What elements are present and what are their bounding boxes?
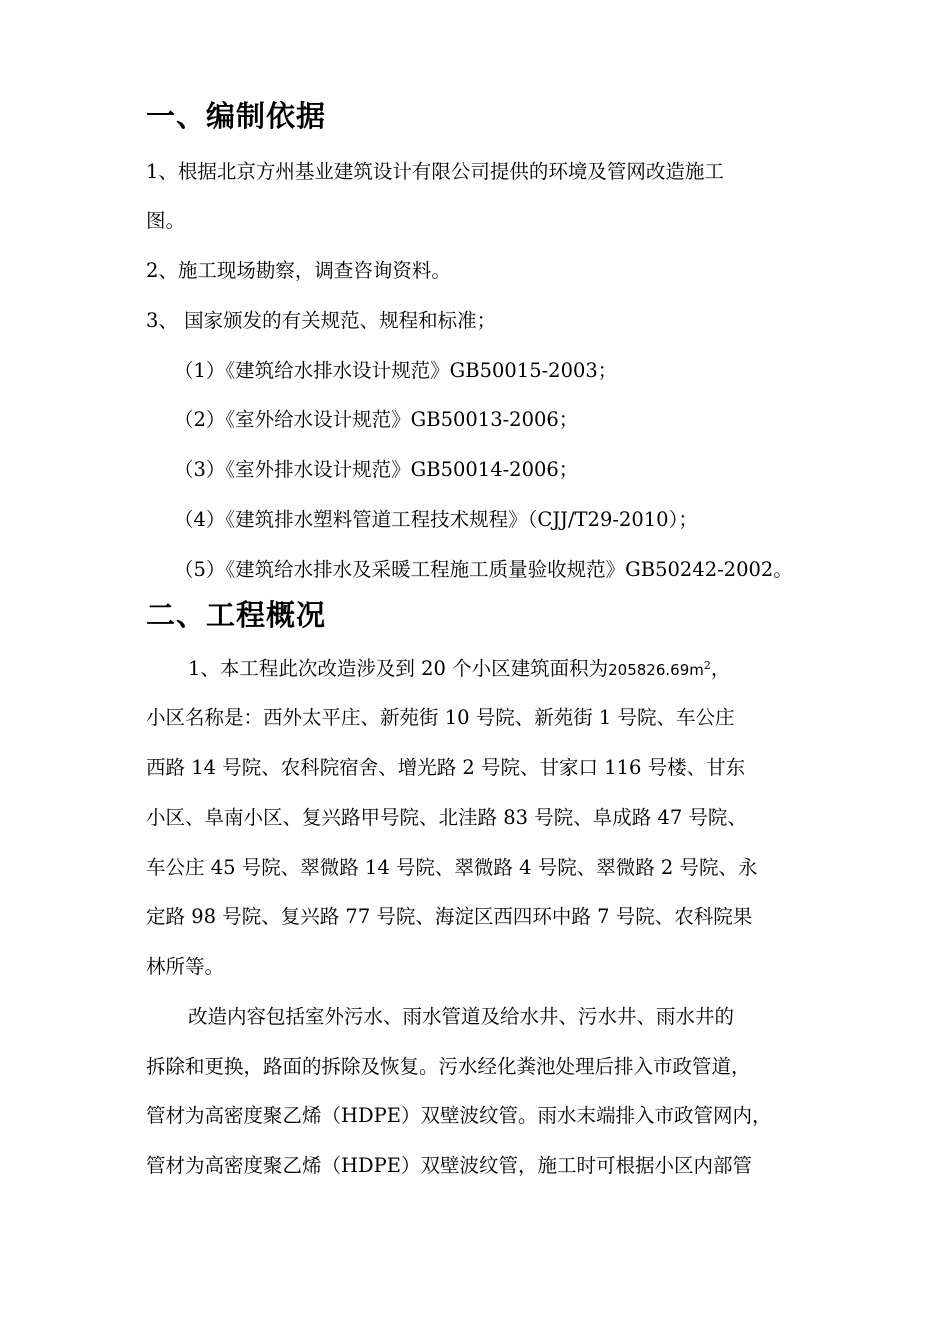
section-heading-overview: 二、工程概况 <box>146 598 327 632</box>
standard-item: （5）《建筑给水排水及采暖工程施工质量验收规范》GB50242-2002。 <box>174 558 793 581</box>
overview-paragraph-1-line: 定路 98 号院、复兴路 77 号院、海淀区西四环中路 7 号院、农科院果 <box>146 905 753 928</box>
standard-item: （4）《建筑排水塑料管道工程技术规程》（CJJ/T29-2010）； <box>174 508 698 531</box>
overview-paragraph-2-line: 拆除和更换，路面的拆除及恢复。污水经化粪池处理后排入市政管道， <box>146 1055 751 1078</box>
standard-item: （3）《室外排水设计规范》GB50014-2006； <box>174 458 579 481</box>
overview-paragraph-2-line: 改造内容包括室外污水、雨水管道及给水井、污水井、雨水井的 <box>188 1005 735 1028</box>
standard-item: （2）《室外给水设计规范》GB50013-2006； <box>174 408 579 431</box>
overview-lead-tail: ， <box>710 657 731 680</box>
overview-paragraph-1-line: 林所等。 <box>146 955 225 978</box>
building-area-value: 205826.69m <box>608 661 704 679</box>
area-unit-superscript: 2 <box>703 659 711 672</box>
overview-lead-text: 1、本工程此次改造涉及到 20 个小区建筑面积为 <box>188 657 609 680</box>
overview-paragraph-1-line: 小区、阜南小区、复兴路甲号院、北洼路 83 号院、阜成路 47 号院、 <box>146 806 747 829</box>
basis-item-1-line-2: 图。 <box>146 209 186 232</box>
basis-item-2: 2、施工现场勘察，调查咨询资料。 <box>146 259 451 282</box>
basis-item-1-line-1: 1、根据北京方州基业建筑设计有限公司提供的环境及管网改造施工 <box>146 160 724 183</box>
basis-item-3: 3、 国家颁发的有关规范、规程和标准； <box>146 309 497 332</box>
overview-paragraph-2-line: 管材为高密度聚乙烯（HDPE）双壁波纹管，施工时可根据小区内部管 <box>146 1154 752 1177</box>
overview-paragraph-1-line: 车公庄 45 号院、翠微路 14 号院、翠微路 4 号院、翠微路 2 号院、永 <box>146 856 758 879</box>
section-heading-basis: 一、编制依据 <box>146 99 327 133</box>
overview-paragraph-2-line: 管材为高密度聚乙烯（HDPE）双壁波纹管。雨水末端排入市政管网内， <box>146 1104 772 1127</box>
standard-item: （1）《建筑给水排水设计规范》GB50015-2003； <box>174 359 618 382</box>
overview-paragraph-1-line: 小区名称是：西外太平庄、新苑街 10 号院、新苑街 1 号院、车公庄 <box>146 706 735 729</box>
overview-paragraph-1-lead <box>188 659 730 679</box>
overview-paragraph-1-line: 西路 14 号院、农科院宿舍、增光路 2 号院、甘家口 116 号楼、甘东 <box>146 756 746 779</box>
